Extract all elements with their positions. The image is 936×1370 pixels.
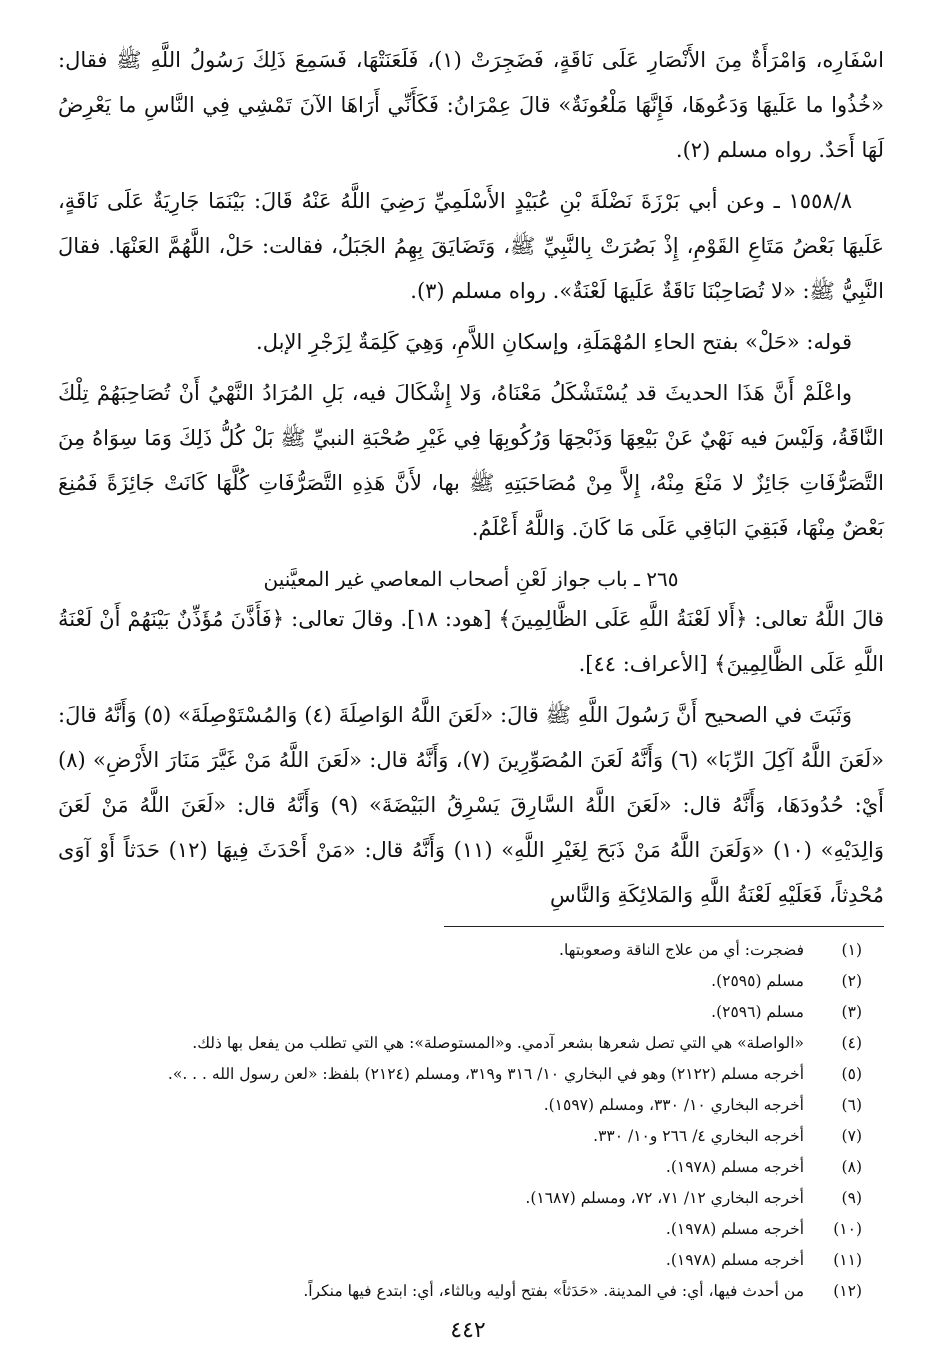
footnote (58, 1245, 862, 1276)
paragraph-quran-verses: قالَ اللَّهُ تعالى: ﴿أَلا لَعْنَةُ اللَّهِ عَلَى الظَّالِمِينَ﴾ [هود: ١٨]. وقالَ تعالى: ﴿فَأَذَّنَ مُؤَذِّنٌ بَيْنَهُمْ أَنْ لَعْنَةُ اللَّهِ عَلَى الظَّالِمِينَ﴾ [الأعراف: ٤٤]. (58, 607, 884, 676)
footnote-number: (٩) (841, 1189, 862, 1207)
page-number: ٤٤٢ (450, 1318, 486, 1343)
paragraph-sahih-reports: وَثَبَتَ في الصحيح أَنَّ رَسُولَ اللَّهِ ﷺ قالَ: «لَعَنَ اللَّهُ الوَاصِلَةَ (٤) وَالمُسْتَوْصِلَةَ» (٥) وَأَنَّهُ قالَ: «لَعَنَ اللَّهُ آكِلَ الرِّبَا» (٦) وَأَنَّهُ لَعَنَ المُصَوِّرِينَ (٧)، وَأَنَّهُ قال: «لَعَنَ اللَّهُ مَنْ غَيَّرَ مَنَارَ الأَرْضِ» (٨) أَيْ: حُدُودَهَا، وَأَنَّهُ قال: «لَعَنَ اللَّهُ السَّارِقَ يَسْرِقُ البَيْضَةَ» (٩) وَأَنَّهُ قال: «لَعَنَ اللَّهُ مَنْ لَعَنَ وَالِدَيْهِ» (١٠) «وَلَعَنَ اللَّهُ مَنْ ذَبَحَ لِغَيْرِ اللَّهِ» (١١) وَأَنَّهُ قال: «مَنْ أَحْدَثَ فِيهَا (١٢) حَدَثاً أَوْ آوَى مُحْدِثاً، فَعَلَيْهِ لَعْنَةُ اللَّهِ وَالمَلائِكَةِ وَالنَّاسِ (58, 703, 884, 907)
footnote-number: (٨) (841, 1158, 862, 1176)
footnote-text: أخرجه البخاري ١٢/ ٧١، ٧٢، ومسلم (١٦٨٧). (525, 1189, 804, 1207)
chapter-text (58, 597, 884, 918)
footnote-text: فضجرت: أي من علاج الناقة وصعوبتها. (559, 941, 804, 959)
footnote-text: «الواصلة» هي التي تصل شعرها بشعر آدمي. و«المستوصلة»: هي التي تطلب من يفعل بها ذلك. (192, 1034, 804, 1052)
footnote (58, 966, 862, 997)
footnote-text: أخرجه البخاري ٤/ ٢٦٦ و١٠/ ٣٣٠. (593, 1127, 804, 1145)
main-text (58, 38, 884, 551)
chapter-heading: ٢٦٥ ـ باب جواز لَعْنِ أصحاب المعاصي غير المعيَّنين (263, 567, 679, 591)
paragraph-hadith-1558: ١٥٥٨/٨ ـ وعن أبي بَرْزَةَ نَضْلَةَ بْنِ عُبَيْدٍ الأَسْلَمِيِّ رَضِيَ اللَّهُ عَنْهُ قَالَ: بَيْنَمَا جَارِيَةٌ عَلَى نَاقَةٍ، عَلَيهَا بَعْضُ مَتَاعِ القَوْمِ، إِذْ بَصُرَتْ بِالنَّبِيِّ ﷺ، وَتَضَايَقَ بِهِمُ الجَبَلُ، فقالت: حَلْ، اللَّهُمَّ العَنْهَا. فقالَ النَّبِيُّ ﷺ: «لا تُصَاحِبْنَا نَاقَةٌ عَلَيهَا لَعْنَةٌ». رواه مسلم (٣). (58, 189, 884, 303)
paragraph-word-explanation: قوله: «حَلْ» بفتح الحاءِ المُهْمَلَةِ، وإسكانِ اللاَّمِ، وَهِيَ كَلِمَةٌ لِزَجْرِ الإبل. (256, 330, 852, 354)
footnote-number: (١٢) (833, 1282, 862, 1300)
footnotes (58, 935, 884, 1307)
footnote-number: (٥) (841, 1065, 862, 1083)
footnote-number: (١) (841, 941, 862, 959)
footnote-text: أخرجه مسلم (٢١٢٢) وهو في البخاري ١٠/ ٣١٦ و٣١٩، ومسلم (٢١٢٤) بلفظ: «لعن رسول الله . . .». (167, 1065, 804, 1083)
footnote (58, 1028, 862, 1059)
footnote (58, 1276, 862, 1307)
footnote (58, 1090, 862, 1121)
footnote-number: (٣) (841, 1003, 862, 1021)
paragraph-hadith-continuation: اسْفَارِه، وَامْرَأَةٌ مِنَ الأَنْصَارِ عَلَى نَاقَةٍ، فَضَجِرَتْ (١)، فَلَعَنَتْهَا، فَسَمِعَ ذَلِكَ رَسُولُ اللَّهِ ﷺ فقال: «خُذُوا ما عَلَيهَا وَدَعُوهَا، فَإِنَّهَا مَلْعُونَةٌ» قالَ عِمْرَانُ: فَكَأَنِّي أَرَاهَا الآنَ تَمْشِي فِي النَّاسِ ما يَعْرِضُ لَهَا أَحَدٌ. رواه مسلم (٢). (58, 48, 884, 162)
footnote-text: أخرجه مسلم (١٩٧٨). (665, 1220, 804, 1238)
footnote-number: (١٠) (833, 1220, 862, 1238)
footnote (58, 997, 862, 1028)
footnote-text: من أحدث فيها، أي: في المدينة. «حَدَثاً» بفتح أوليه وبالثاء، أي: ابتدع فيها منكراً. (303, 1282, 804, 1300)
footnote-text: أخرجه مسلم (١٩٧٨). (665, 1158, 804, 1176)
paragraph-commentary: واعْلَمْ أَنَّ هَذَا الحديثَ قد يُسْتَشْكَلُ مَعْنَاهُ، وَلا إِشْكَالَ فيه، بَلِ المُرَادُ النَّهْيُ أَنْ تُصَاحِبَهُمْ تِلْكَ النَّاقَةُ، وَلَيْسَ فيه نَهْيٌ عَنْ بَيْعِهَا وَذَبْحِهَا وَرُكُوبِهَا فِي غَيْرِ صُحْبَةِ النبيِّ ﷺ بَلْ كُلُّ ذَلِكَ وَمَا سِوَاهُ مِنَ التَّصَرُّفَاتِ جَائِزٌ لا مَنْعَ مِنْهُ، إِلاَّ مِنْ مُصَاحَبَتِهِ ﷺ بها، لأَنَّ هَذِهِ التَّصَرُّفَاتِ كُلَّهَا كَانَتْ جَائِزَةً فَمُنِعَ بَعْضٌ مِنْهَا، فَبَقِيَ البَاقِي عَلَى مَا كَانَ. وَاللَّهُ أَعْلَمُ. (58, 381, 884, 540)
footnote (58, 1183, 862, 1214)
footnote-number: (١١) (833, 1251, 862, 1269)
footnote (58, 1214, 862, 1245)
footnote-number: (٢) (841, 972, 862, 990)
footnote-divider (444, 926, 884, 927)
footnote-text: مسلم (٢٥٩٦). (711, 1003, 804, 1021)
footnote-number: (٦) (841, 1096, 862, 1114)
footnote (58, 1121, 862, 1152)
footnote-text: أخرجه مسلم (١٩٧٨). (665, 1251, 804, 1269)
footnote-number: (٤) (841, 1034, 862, 1052)
footnote-text: مسلم (٢٥٩٥). (711, 972, 804, 990)
footnote (58, 1059, 862, 1090)
footnote-number: (٧) (841, 1127, 862, 1145)
footnote (58, 935, 862, 966)
footnote (58, 1152, 862, 1183)
footnote-text: أخرجه البخاري ١٠/ ٣٣٠، ومسلم (١٥٩٧). (543, 1096, 804, 1114)
